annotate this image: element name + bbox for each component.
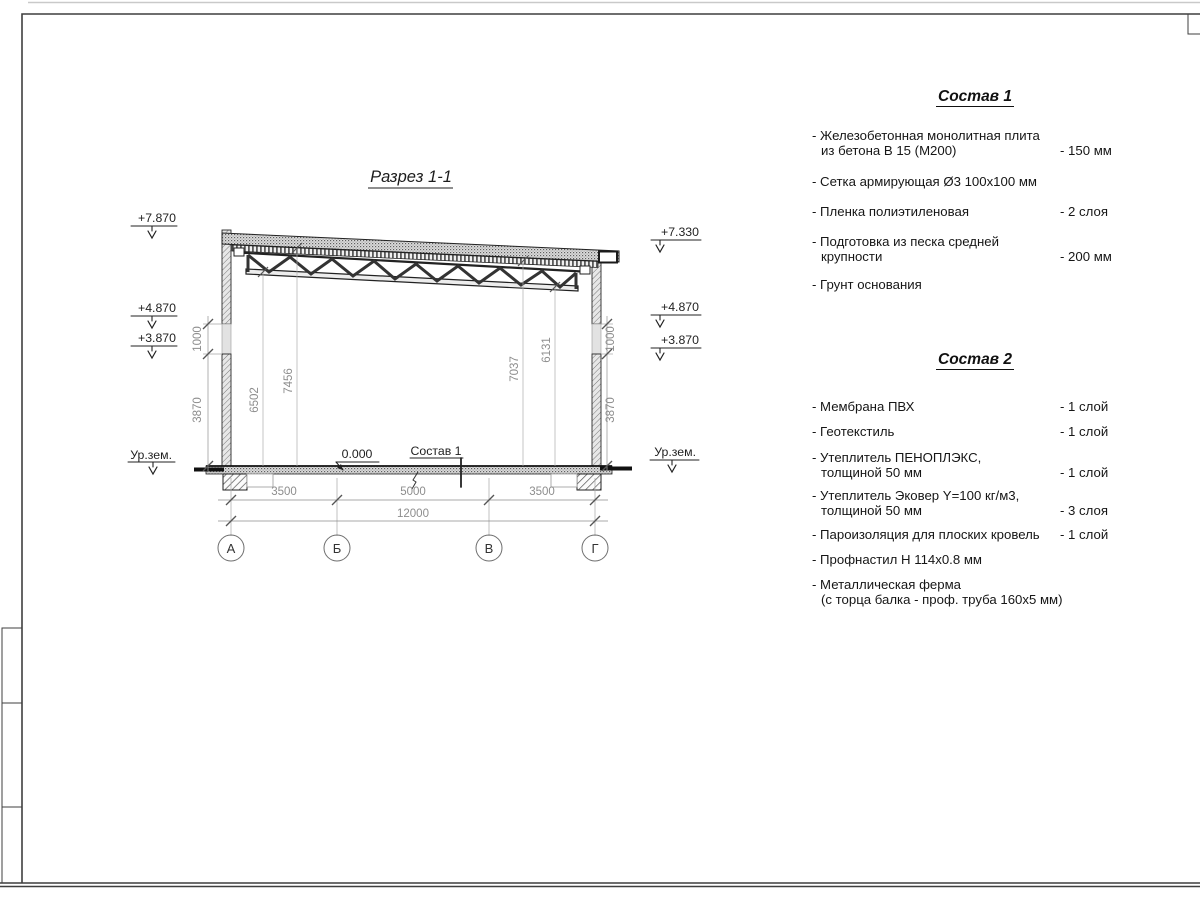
elevation-3870r-label: +3.870 — [661, 333, 699, 347]
axis-label-a: А — [226, 541, 236, 556]
wall-left-opening — [222, 324, 231, 354]
left-vertical-dims — [192, 316, 222, 472]
ground-mark-left — [128, 448, 175, 474]
comp2-item-6 — [812, 552, 1148, 567]
comp1-item-4 — [812, 234, 1148, 264]
comp1-item-4-line1: - Подготовка из песка средней — [812, 234, 999, 249]
wall-right-opening — [592, 324, 601, 354]
axis-label-b: Б — [332, 541, 342, 556]
comp2-title — [810, 351, 1140, 369]
elevation-7330-label: +7.330 — [661, 225, 699, 239]
comp2-item-3 — [812, 450, 1148, 480]
comp2-item-4-line2: толщиной 50 мм — [821, 503, 922, 518]
comp2-item-4-value: - 3 слоя — [1060, 503, 1108, 518]
comp2-item-7-line1: - Металлическая ферма — [812, 577, 961, 592]
frame-corner-box — [1188, 14, 1200, 34]
section-title: Разрез 1-1 — [370, 168, 452, 186]
elevation-7870-label: +7.870 — [138, 211, 176, 225]
elevation-4870r-label: +4.870 — [661, 300, 699, 314]
dim-3500-ab: 3500 — [271, 486, 297, 498]
foundation-right — [551, 474, 601, 490]
comp2-item-4 — [812, 488, 1148, 518]
elevation-4870l-label: +4.870 — [138, 301, 176, 315]
comp1-item-5-line1: - Грунт основания — [812, 277, 922, 292]
comp1-item-4-value: - 200 мм — [1060, 249, 1112, 264]
comp1-item-3-line1: - Пленка полиэтиленовая — [812, 204, 969, 219]
comp2-item-2-value: - 1 слой — [1060, 424, 1109, 439]
dim-int-7037: 7037 — [509, 356, 521, 382]
foundation-left — [223, 474, 273, 490]
elevation-mark-3870-right — [651, 333, 701, 360]
comp2-item-3-line1: - Утеплитель ПЕНОПЛЭКС, — [812, 450, 982, 465]
comp1-item-4-line2: крупности — [821, 249, 883, 264]
dim-right-1000: 1000 — [605, 326, 617, 352]
axis-label-v: В — [484, 541, 494, 556]
comp2-item-4-line1: - Утеплитель Эковер Y=100 кг/м3, — [812, 488, 1020, 503]
comp1-item-1 — [812, 128, 1148, 158]
comp2-item-1-value: - 1 слой — [1060, 399, 1109, 414]
dim-right-3870: 3870 — [605, 397, 617, 423]
comp2-item-3-line2: толщиной 50 мм — [821, 465, 922, 480]
ground-mark-right — [650, 445, 699, 472]
truss-bearing-left — [234, 248, 244, 256]
elevation-mark-3870-left — [131, 331, 177, 358]
comp2-item-6-line1: - Профнастил Н 114х0.8 мм — [812, 552, 982, 567]
truss-bearing-right — [580, 266, 590, 274]
comp2-item-3-value: - 1 слой — [1060, 465, 1109, 480]
dim-int-7456: 7456 — [283, 368, 295, 394]
elevation-mark-7330 — [651, 225, 701, 252]
elevation-3870l-label: +3.870 — [138, 331, 176, 345]
comp2-item-1 — [812, 399, 1148, 414]
elevation-mark-4870-right — [651, 300, 701, 327]
comp2-item-5 — [812, 527, 1148, 542]
comp1-title — [810, 88, 1140, 106]
comp1-item-3-value: - 2 слоя — [1060, 204, 1108, 219]
comp1-item-1-line1: - Железобетонная монолитная плита — [812, 128, 1040, 143]
composition-panel — [810, 0, 1150, 640]
dim-int-6131: 6131 — [541, 337, 553, 363]
comp1-item-1-value: - 150 мм — [1060, 143, 1112, 158]
bottom-dims — [218, 478, 608, 536]
ground-left-label: Ур.зем. — [130, 448, 172, 462]
comp1-item-3 — [812, 204, 1148, 219]
comp1-item-2-line1: - Сетка армирующая Ø3 100х100 мм — [812, 174, 1037, 189]
ground-right-label: Ур.зем. — [654, 445, 696, 459]
comp2-title-text: Состав 2 — [938, 351, 1012, 368]
comp2-item-2 — [812, 424, 1148, 439]
dim-int-6502: 6502 — [249, 387, 261, 413]
right-vertical-dims — [601, 316, 617, 472]
frame-left-boxes — [2, 628, 22, 883]
comp2-item-7 — [812, 577, 1148, 607]
axis-label-g: Г — [591, 541, 599, 556]
dim-left-3870: 3870 — [192, 397, 204, 423]
wall-right — [592, 262, 601, 466]
comp1-item-2 — [812, 174, 1148, 189]
dim-left-1000: 1000 — [192, 326, 204, 352]
comp2-item-7-line2: (с торца балка - проф. труба 160х5 мм) — [821, 592, 1063, 607]
dim-12000-total: 12000 — [397, 508, 429, 520]
comp1-item-5 — [812, 277, 1148, 292]
roof-edge-beam — [599, 252, 617, 263]
comp2-item-1-line1: - Мембрана ПВХ — [812, 399, 915, 414]
dim-5000-bv: 5000 — [400, 486, 426, 498]
comp1-item-1-line2: из бетона В 15 (М200) — [821, 143, 957, 158]
comp1-leader-label: Состав 1 — [410, 444, 462, 458]
section-drawing — [128, 168, 701, 561]
comp2-item-5-value: - 1 слой — [1060, 527, 1109, 542]
comp2-item-5-line1: - Пароизоляция для плоских кровель — [812, 527, 1040, 542]
dim-3500-vg: 3500 — [529, 486, 555, 498]
zero-level-label: 0.000 — [341, 447, 373, 461]
axis-bubbles — [218, 535, 608, 561]
elevation-mark-4870-left — [131, 301, 177, 328]
comp2-item-2-line1: - Геотекстиль — [812, 424, 895, 439]
elevation-mark-7870 — [131, 211, 177, 238]
wall-left — [222, 230, 231, 466]
comp1-title-text: Состав 1 — [938, 88, 1012, 105]
